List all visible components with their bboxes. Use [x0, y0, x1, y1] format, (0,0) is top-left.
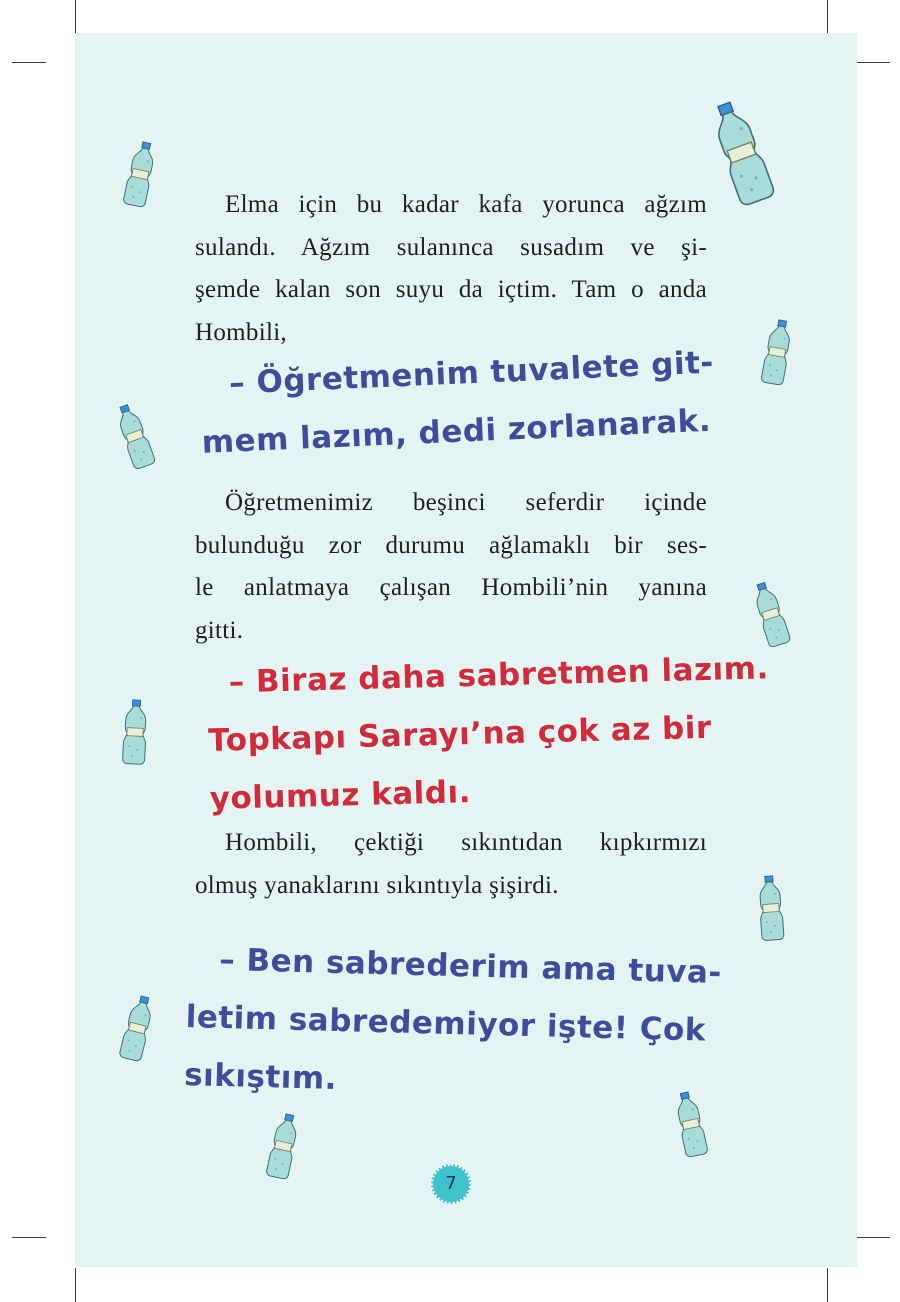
narration-paragraph [195, 822, 707, 907]
crop-mark-top-right [827, 0, 828, 34]
dialogue-line: – Biraz daha sabretmen lazım. [228, 650, 770, 701]
narration-paragraph [195, 184, 707, 354]
paragraph-line: bulunduğu zor durumu ağlamaklı bir ses- [195, 531, 707, 559]
dialogue-speech [183, 930, 722, 1118]
crop-mark-top-left [75, 0, 76, 34]
paragraph-line: Hombili, çektiği sıkıntıdan kıpkırmızı [225, 829, 707, 856]
paragraph-line: Öğretmenimiz beşinci seferdir içinde [225, 489, 707, 516]
dialogue-line: – Öğretmenim tuvalete git- [228, 344, 715, 402]
crop-mark-right-top [856, 62, 890, 63]
page-number-badge: 7 [431, 1164, 471, 1204]
paragraph-line: Elma için bu kadar kafa yorunca ağzım [225, 191, 707, 218]
dialogue-line: letim sabredemiyor işte! Çok [185, 998, 707, 1049]
paragraph-line: şemde kalan son suyu da içtim. Tam o anda [195, 276, 707, 303]
dialogue-line: mem lazım, dedi zorlanarak. [201, 402, 712, 461]
paragraph-line: le anlatmaya çalışan Hombili’nin yanına [195, 574, 707, 601]
crop-mark-left-top [12, 62, 46, 63]
dialogue-line: yolumuz kaldı. [209, 774, 472, 817]
dialogue-line: sıkıştım. [183, 1056, 338, 1097]
paragraph-line: olmuş yanaklarını sıkıntıyla şişirdi. [195, 871, 559, 899]
crop-mark-left-bottom [12, 1237, 46, 1238]
crop-mark-bottom-left [75, 1268, 76, 1302]
dialogue-speech [198, 334, 717, 472]
paragraph-line: Hombili, [195, 318, 287, 346]
paragraph-line: sulandı. Ağzım sulanınca susadım ve şi- [195, 233, 707, 261]
dialogue-line: – Ben sabrederim ama tuva- [218, 941, 723, 991]
water-bottle-icon [118, 697, 152, 768]
water-bottle-icon [754, 873, 789, 945]
paragraph-line: gitti. [195, 616, 244, 644]
dialogue-speech [206, 639, 773, 828]
dialogue-line: Topkapı Sarayı’na çok az bir [207, 709, 713, 759]
crop-mark-bottom-right [827, 1268, 828, 1302]
crop-mark-right-bottom [856, 1237, 890, 1238]
narration-paragraph [195, 482, 707, 652]
